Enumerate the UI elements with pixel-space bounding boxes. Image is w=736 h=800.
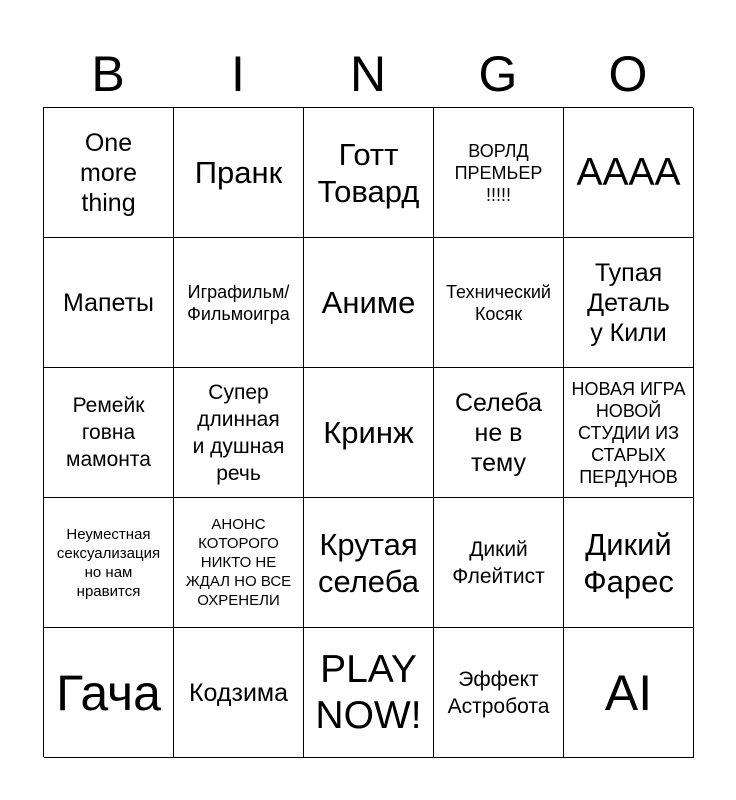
bingo-board: [43, 107, 693, 757]
bingo-cell[interactable]: [564, 368, 694, 498]
cell-label: Кринж: [323, 415, 414, 450]
cell-label: Дикий Флейтист: [452, 537, 545, 588]
cell-label: АНОНС КОТОРОГО НИКТО НЕ ЖДАЛ НО ВСЕ ОХРЕНЕЛИ: [185, 516, 292, 609]
header-letter-n: N: [349, 46, 387, 102]
bingo-cell[interactable]: [434, 498, 564, 628]
bingo-cell[interactable]: [304, 108, 434, 238]
cell-label: Кодзима: [188, 678, 289, 707]
cell-label: Готт Товард: [317, 136, 420, 209]
bingo-cell[interactable]: [304, 368, 434, 498]
cell-label: Ремейк говна мамонта: [66, 394, 151, 471]
header-letter-i: I: [231, 46, 245, 102]
bingo-cell[interactable]: [564, 108, 694, 238]
bingo-cell[interactable]: [304, 238, 434, 368]
bingo-cell[interactable]: [174, 238, 304, 368]
cell-label: АААА: [576, 150, 681, 194]
cell-label: Мапеты: [62, 288, 155, 317]
bingo-cell[interactable]: [304, 628, 434, 758]
bingo-cell[interactable]: [564, 498, 694, 628]
bingo-cell[interactable]: [44, 498, 174, 628]
cell-label: Эффект Астробота: [447, 667, 550, 718]
bingo-cell[interactable]: [174, 368, 304, 498]
bingo-cell[interactable]: [434, 368, 564, 498]
bingo-cell[interactable]: [44, 238, 174, 368]
bingo-cell[interactable]: [44, 368, 174, 498]
bingo-cell[interactable]: [174, 628, 304, 758]
bingo-header: [43, 40, 693, 108]
bingo-cell[interactable]: [564, 238, 694, 368]
bingo-cell[interactable]: [434, 108, 564, 238]
cell-label: Неуместная сексуализация но нам нравится: [56, 525, 161, 600]
cell-label: Тупая Деталь у Кили: [587, 258, 670, 347]
cell-label: Гача: [56, 664, 161, 721]
cell-label: ВОРЛД ПРЕМЬЕР !!!!!: [454, 140, 543, 205]
bingo-cell[interactable]: [44, 108, 174, 238]
cell-label: AI: [604, 664, 653, 721]
cell-label: НОВАЯ ИГРА НОВОЙ СТУДИИ ИЗ СТАРЫХ ПЕРДУНОВ: [571, 378, 686, 487]
bingo-cell[interactable]: [174, 498, 304, 628]
cell-label: One more thing: [80, 128, 137, 217]
bingo-cell[interactable]: [304, 498, 434, 628]
header-letter-b: B: [91, 46, 125, 102]
header-letter-o: O: [608, 46, 648, 102]
bingo-cell[interactable]: [44, 628, 174, 758]
bingo-cell[interactable]: [564, 628, 694, 758]
bingo-cell[interactable]: [434, 628, 564, 758]
cell-label: Супер длинная и душная речь: [192, 380, 285, 485]
bingo-cell[interactable]: [434, 238, 564, 368]
bingo-cell[interactable]: [174, 108, 304, 238]
cell-label: Крутая селеба: [318, 526, 419, 599]
cell-label: PLAY NOW!: [315, 647, 422, 737]
cell-label: Селеба не в тему: [455, 388, 542, 477]
cell-label: Играфильм/ Фильмоигра: [187, 281, 290, 324]
cell-label: Аниме: [321, 285, 416, 320]
cell-label: Пранк: [194, 155, 283, 190]
cell-label: Дикий Фарес: [583, 526, 674, 599]
cell-label: Технический Косяк: [446, 281, 551, 324]
header-letter-g: G: [478, 46, 518, 102]
